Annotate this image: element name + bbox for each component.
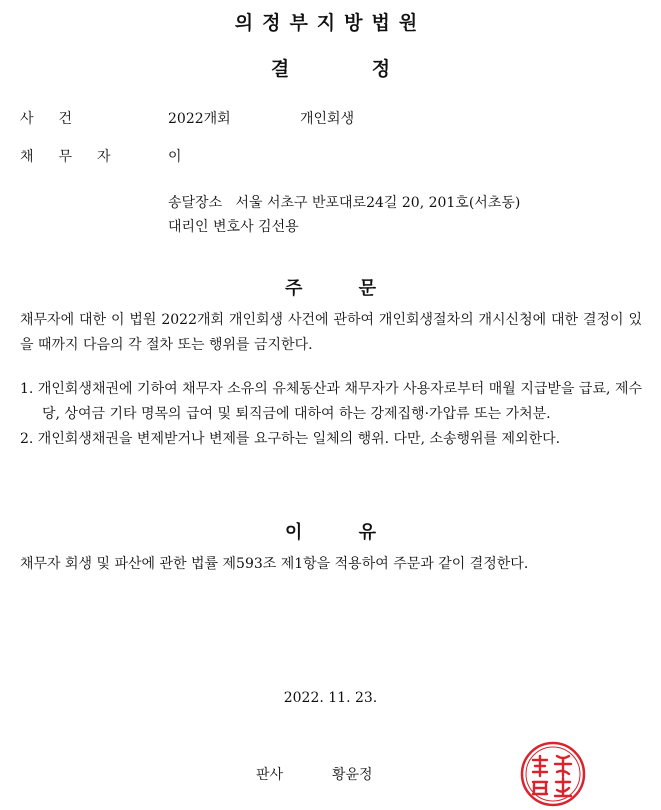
case-label: 사건 [20,111,98,127]
list-item: 2. 개인회생채권을 변제받거나 변제를 요구하는 일체의 행위. 다만, 소송행위를 제외한다. [20,431,561,447]
judge-seal-icon [519,740,587,808]
address-label: 송달장소 [168,195,223,211]
agent: 대리인 변호사 김선용 [168,219,299,235]
judge-title: 판사 [256,767,284,783]
reason-text: 채무자 회생 및 파산에 관한 법률 제593조 제1항을 적용하여 주문과 같이 결정한다. [20,556,529,572]
document-title: 결 정 [270,58,391,80]
order-intro: 채무자에 대한 이 법원 2022개회 개인회생 사건에 관하여 개인회생절차의 개시신청에 대한 결정이 있을 때까지 다음의 각 절차 또는 행위를 금지한다. [20,312,642,353]
address-value: 서울 서초구 반포대로24길 20, 201호(서초동) [235,195,521,211]
order-heading: 주 문 [284,278,377,299]
order-list [20,377,642,452]
list-item: 1. 개인회생채권에 기하여 채무자 소유의 유체동산과 채무자가 사용자로부터 매월 지급받을 급료, 제수당, 상여금 기타 명목의 급여 및 퇴직금에 대하여 하는 강제집행·가압류 또는 가처분. [20,381,642,422]
judge-signature [256,764,373,784]
case-number: 2022개회 [168,111,231,127]
judge-name: 황윤정 [331,767,373,783]
debtor-name: 이 [168,149,182,165]
case-name: 개인회생 [300,111,355,127]
reason-heading: 이 유 [284,522,377,543]
court-name: 의정부지방법원 [234,12,427,34]
decision-date: 2022. 11. 23. [283,690,378,706]
address-line [168,192,520,212]
debtor-label: 채무자 [20,149,136,165]
